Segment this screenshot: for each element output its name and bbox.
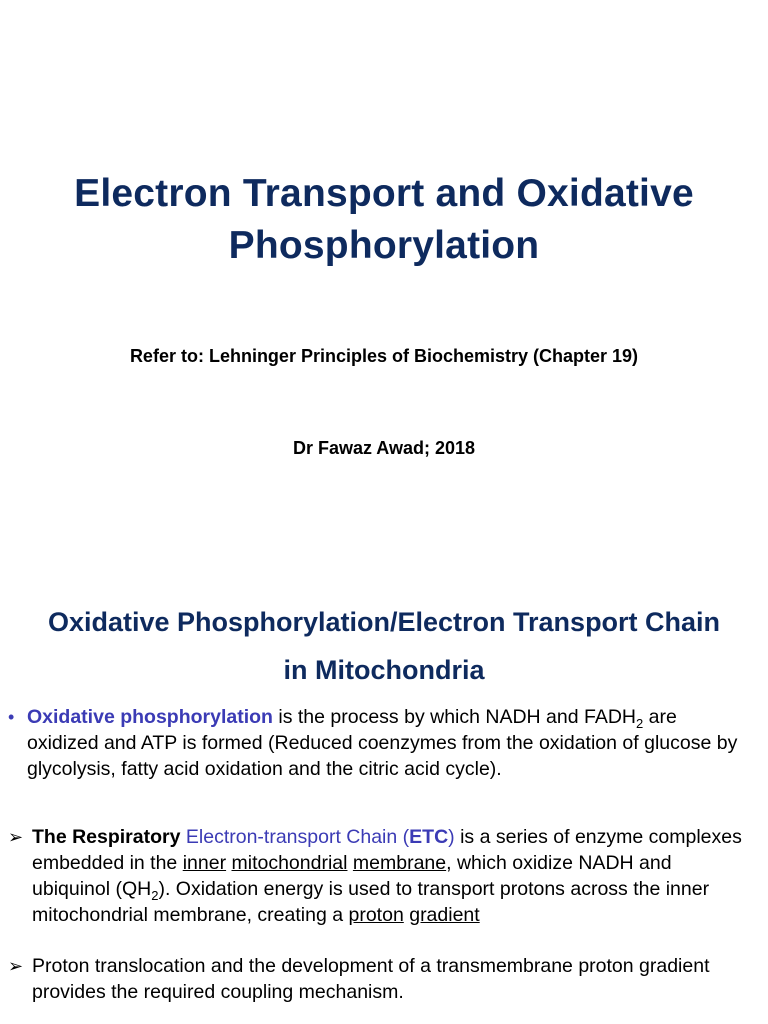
underline-mitochondrial: mitochondrial [231,852,348,874]
bullet-text-b: are oxidized and ATP is formed (Reduced coenzymes from the oxidation of glucose by glycolysis, fatty acid oxidation and the citric acid cycle). [27,706,738,780]
underline-inner: inner [182,852,227,874]
underline-gradient: gradient [409,904,480,926]
subscript: 2 [151,887,159,903]
section-title [0,598,768,694]
section-title-line-2: in Mitochondria [283,655,485,685]
subscript: 2 [636,715,644,731]
bullet-dot-icon: • [8,707,15,727]
etc-text-b: , which oxidize NADH and ubiquinol (QH [32,852,672,900]
arrow-item-proton [8,953,748,1005]
paren-open: ( [397,826,410,848]
bullet-text-a: is the process by which NADH and FADH [272,706,637,728]
proton-text: Proton translocation and the development of a transmembrane proton gradient provides the required coupling mechanism. [32,955,710,1003]
term-highlight: Oxidative phosphorylation [27,706,273,728]
author-text: Dr Fawaz Awad; 2018 [292,438,476,458]
arrow-bullet-icon: ➢ [8,956,24,976]
arrow-item-etc [8,824,748,928]
underline-proton: proton [348,904,404,926]
abbr-etc: ETC [409,826,449,848]
reference-text: Refer to: Lehninger Principles of Biochemistry (Chapter 19) [129,346,639,366]
underline-membrane: membrane [352,852,447,874]
arrow-bullet-icon: ➢ [8,827,24,847]
etc-text-a: is a series of enzyme complexes embedded in the [32,826,742,874]
term-etc: Electron-transport Chain [185,826,398,848]
page-title [0,168,768,272]
bullet-oxidative-phosphorylation [8,704,748,782]
paren-close: ) [448,826,455,848]
section-title-line-1: Oxidative Phosphorylation/Electron Transport Chain [47,607,721,637]
etc-text-c: ). Oxidation energy is used to transport protons across the inner mitochondrial membrane, creating a [32,878,710,926]
bold-prefix: The Respiratory [32,826,186,848]
title-line-1: Electron Transport and Oxidative [74,172,694,215]
bullet-text [27,704,748,782]
title-line-2: Phosphorylation [228,224,540,267]
etc-text [32,824,748,928]
